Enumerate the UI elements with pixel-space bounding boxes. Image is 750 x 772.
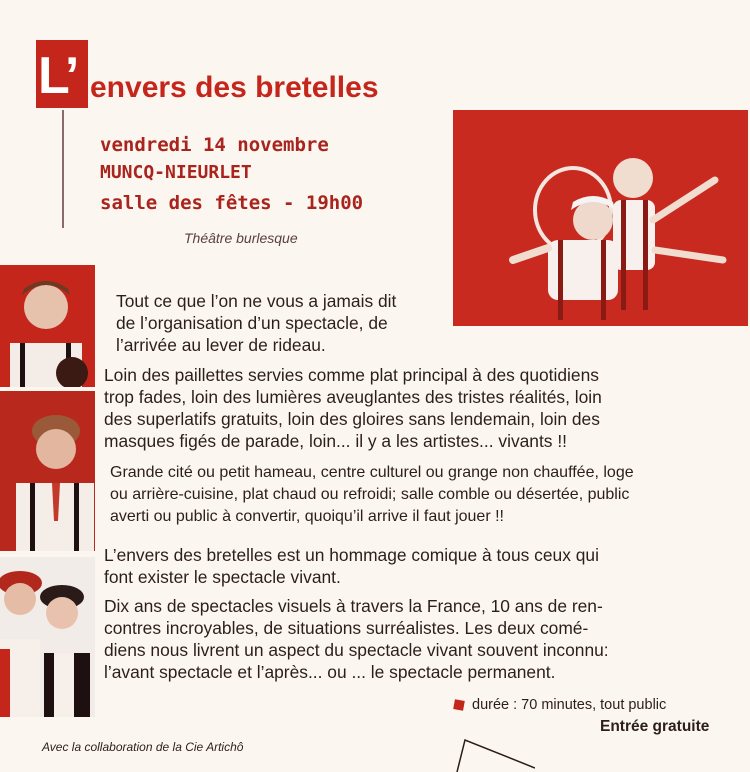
performers-photo xyxy=(453,110,748,326)
photo-panel-3 xyxy=(0,557,95,717)
event-town: MUNCQ-NIEURLET xyxy=(100,162,252,183)
duration-text: durée : 70 minutes, tout public xyxy=(472,697,667,713)
text-line: Grande cité ou petit hameau, centre culturel ou grange non chauffée, loge xyxy=(110,464,634,481)
event-date: vendredi 14 novembre xyxy=(100,134,329,156)
description-paragraph-2 xyxy=(104,364,602,452)
credit-line: Avec la collaboration de la Cie Artichô xyxy=(42,740,244,754)
text-line: L’envers des bretelles est un hommage comique à tous ceux qui xyxy=(104,545,599,565)
divider-line xyxy=(62,110,64,228)
text-line: Tout ce que l’on ne vous a jamais dit xyxy=(116,291,397,311)
decorative-triangle-icon xyxy=(455,738,535,772)
photo-panel-1 xyxy=(0,265,95,387)
text-line: Loin des paillettes servies comme plat principal à des quotidiens xyxy=(104,365,599,385)
event-venue: salle des fêtes - 19h00 xyxy=(100,192,364,214)
entry-info: Entrée gratuite xyxy=(600,718,710,735)
description-paragraph-5 xyxy=(104,595,609,683)
text-line: de l’organisation d’un spectacle, de xyxy=(116,313,388,333)
description-paragraph-1 xyxy=(116,290,396,356)
performers-illustration xyxy=(453,110,748,326)
duration-info xyxy=(454,697,666,713)
text-line: Dix ans de spectacles visuels à travers la France, 10 ans de ren- xyxy=(104,596,603,616)
text-line: masques figés de parade, loin... il y a les artistes... vivants !! xyxy=(104,431,568,451)
text-line: ou arrière-cuisine, plat chaud ou refroidi; salle comble ou désertée, public xyxy=(110,486,630,503)
text-line: font exister le spectacle vivant. xyxy=(104,567,341,587)
photo-panel-2 xyxy=(0,391,95,551)
text-line: diens nous livrent un aspect du spectacle vivant souvent inconnu: xyxy=(104,640,609,660)
text-line: l’arrivée au lever de rideau. xyxy=(116,335,326,355)
performers-photo-strip xyxy=(0,265,95,717)
description-paragraph-3 xyxy=(110,462,634,528)
square-bullet-icon xyxy=(453,699,465,711)
text-line: des superlatifs gratuits, loin des gloires sans lendemain, loin des xyxy=(104,409,600,429)
description-paragraph-4 xyxy=(104,544,599,588)
text-line: contres incroyables, de situations surréalistes. Les deux comé- xyxy=(104,618,589,638)
page-title: envers des bretelles xyxy=(90,71,379,104)
title-initial: L’ xyxy=(38,47,78,105)
event-genre: Théâtre burlesque xyxy=(184,230,298,246)
text-line: trop fades, loin des lumières aveuglantes des tristes réalités, loin xyxy=(104,387,602,407)
text-line: averti ou public à convertir, quoiqu’il arrive il faut jouer !! xyxy=(110,508,504,525)
text-line: l’avant spectacle et l’après... ou ... le spectacle permanent. xyxy=(104,662,556,682)
